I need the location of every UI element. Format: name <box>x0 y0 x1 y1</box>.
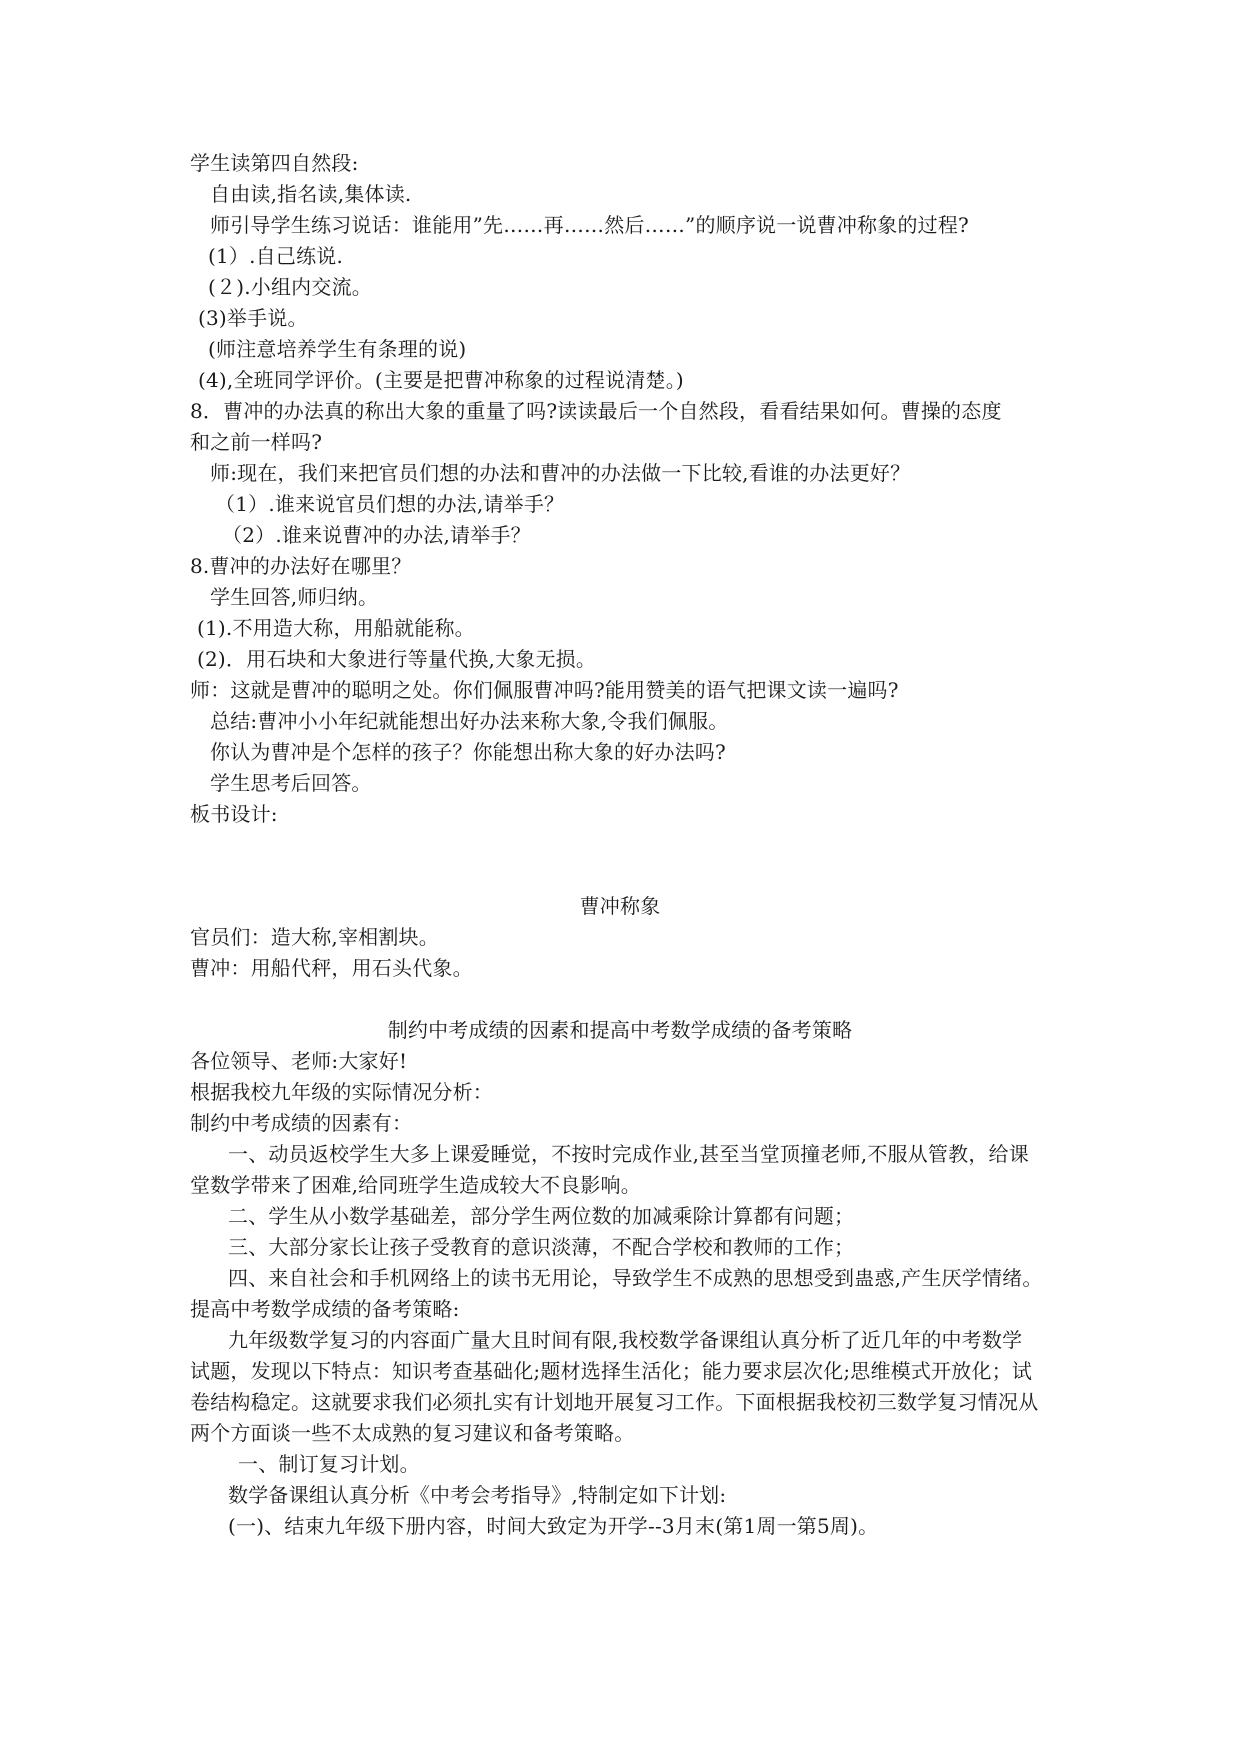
text-line: (师注意培养学生有条理的说) <box>208 337 467 361</box>
text-line: (1）.自己练说. <box>208 244 344 268</box>
text-line: 学生思考后回答。 <box>210 771 372 795</box>
text-line: 数学备课组认真分析《中考会考指导》,特制定如下计划: <box>228 1483 727 1507</box>
text-line: 各位领导、老师:大家好! <box>190 1049 408 1073</box>
text-line: (２).小组内交流。 <box>208 275 372 299</box>
text-line: 总结:曹冲小小年纪就能想出好办法来称大象,令我们佩服。 <box>210 709 729 733</box>
text-line: 曹冲：用船代秤，用石头代象。 <box>190 956 473 980</box>
text-line: 一、动员返校学生大多上课爱睡觉，不按时完成作业,甚至当堂顶撞老师,不服从管教，给课 <box>228 1142 1029 1166</box>
text-line: 二、学生从小数学基础差，部分学生两位数的加减乘除计算都有问题； <box>228 1204 855 1228</box>
text-line: (一)、结束九年级下册内容，时间大致定为开学--3月末(第1周一第5周)。 <box>228 1514 879 1538</box>
text-line: 8．曹冲的办法真的称出大象的重量了吗?读读最后一个自然段，看看结果如何。曹操的态度 <box>190 399 1002 423</box>
text-line: （2）.谁来说曹冲的办法,请举手？ <box>222 523 531 547</box>
text-line: 8.曹冲的办法好在哪里？ <box>190 554 412 578</box>
text-line: 制约中考成绩的因素有： <box>190 1111 413 1135</box>
text-line: 四、来自社会和手机网络上的读书无用论，导致学生不成熟的思想受到蛊惑,产生厌学情绪。 <box>228 1266 1043 1290</box>
text-line: 根据我校九年级的实际情况分析： <box>190 1080 493 1104</box>
section-title: 制约中考成绩的因素和提高中考数学成绩的备考策略 <box>387 1018 853 1042</box>
text-line: 师引导学生练习说话：谁能用”先……再……然后……”的顺序说一说曹冲称象的过程? <box>210 213 969 237</box>
text-line: 提高中考数学成绩的备考策略: <box>190 1297 460 1321</box>
text-line: 堂数学带来了困难,给同班学生造成较大不良影响。 <box>190 1173 641 1197</box>
text-line: 自由读,指名读,集体读. <box>210 182 412 206</box>
text-line: 一、制订复习计划。 <box>238 1452 420 1476</box>
text-line: (3)举手说。 <box>198 306 308 330</box>
text-line: 师：这就是曹冲的聪明之处。你们佩服曹冲吗?能用赞美的语气把课文读一遍吗? <box>190 678 899 702</box>
text-line: 两个方面谈一些不太成熟的复习建议和备考策略。 <box>190 1421 635 1445</box>
text-line: 官员们：造大称,宰相割块。 <box>190 925 439 949</box>
text-line: 三、大部分家长让孩子受教育的意识淡薄，不配合学校和教师的工作； <box>228 1235 855 1259</box>
text-line: 九年级数学复习的内容面广量大且时间有限,我校数学备课组认真分析了近几年的中考数学 <box>228 1328 1023 1352</box>
text-line: (4),全班同学评价。(主要是把曹冲称象的过程说清楚。) <box>198 368 684 392</box>
text-line: (2)．用石块和大象进行等量代换,大象无损。 <box>197 647 597 671</box>
text-line: 板书设计: <box>190 802 278 826</box>
text-line: 学生读第四自然段: <box>190 151 359 175</box>
text-line: 卷结构稳定。这就要求我们必须扎实有计划地开展复习工作。下面根据我校初三数学复习情况从 <box>190 1390 1039 1414</box>
board-title: 曹冲称象 <box>579 894 661 918</box>
text-line: 试题，发现以下特点：知识考查基础化;题材选择生活化；能力要求层次化;思维模式开放化；试 <box>190 1359 1033 1383</box>
text-line: 和之前一样吗? <box>190 430 323 454</box>
text-line: (1).不用造大称，用船就能称。 <box>197 616 475 640</box>
text-line: 你认为曹冲是个怎样的孩子？你能想出称大象的好办法吗? <box>210 740 726 764</box>
text-line: 师:现在，我们来把官员们想的办法和曹冲的办法做一下比较,看谁的办法更好？ <box>210 461 911 485</box>
text-line: 学生回答,师归纳。 <box>210 585 379 609</box>
text-line: （1）.谁来说官员们想的办法,请举手？ <box>215 492 565 516</box>
